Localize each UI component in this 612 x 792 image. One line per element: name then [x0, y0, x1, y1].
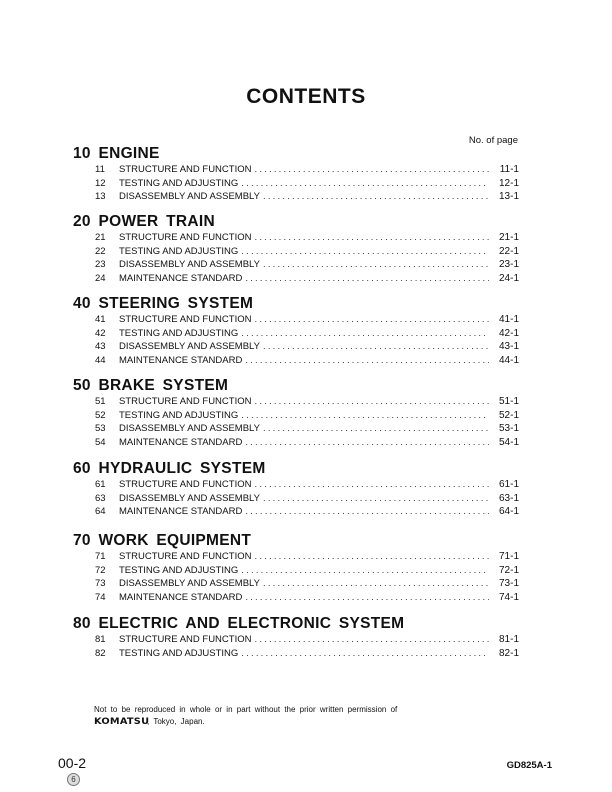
entry-label: TESTING AND ADJUSTING — [119, 177, 239, 189]
entry-number: 52 — [95, 409, 106, 421]
entry-page: 82-1 — [498, 647, 519, 659]
entry-label: DISASSEMBLY AND ASSEMBLY — [119, 423, 260, 435]
entry-number: 41 — [95, 314, 106, 325]
entry-label: STRUCTURE AND FUNCTION — [119, 479, 252, 490]
section-steering-system — [73, 294, 519, 367]
dot-leader — [263, 577, 489, 591]
dot-leader — [245, 354, 489, 368]
dot-leader — [241, 647, 489, 661]
section-work-equipment — [73, 531, 519, 604]
toc-entry[interactable] — [73, 258, 519, 272]
entry-page: 23-1 — [498, 259, 519, 271]
dot-leader — [263, 340, 489, 354]
entry-number: 64 — [95, 506, 106, 518]
entry-number: 72 — [95, 564, 106, 576]
toc-entry[interactable] — [73, 327, 519, 341]
entry-label: MAINTENANCE STANDARD — [119, 506, 243, 518]
entry-label: DISASSEMBLY AND ASSEMBLY — [119, 492, 260, 504]
notice-location: , Tokyo, Japan. — [147, 717, 205, 726]
entry-label: TESTING AND ADJUSTING — [119, 327, 239, 339]
entry-number: 44 — [95, 354, 106, 366]
dot-leader — [245, 436, 489, 450]
dot-leader — [263, 190, 489, 204]
dot-leader — [254, 478, 489, 492]
entry-number: 71 — [95, 551, 106, 562]
section-heading: 60 HYDRAULIC SYSTEM — [73, 460, 266, 477]
dot-leader — [245, 505, 489, 519]
section-brake-system — [73, 376, 519, 449]
page-title: CONTENTS — [246, 85, 366, 108]
dot-leader — [241, 177, 489, 191]
entry-label: STRUCTURE AND FUNCTION — [119, 634, 252, 645]
toc-entry[interactable] — [73, 550, 519, 564]
toc-entry[interactable] — [73, 177, 519, 191]
toc-entry[interactable] — [73, 577, 519, 591]
column-header-page-number: No. of page — [468, 135, 518, 146]
toc-entry[interactable] — [73, 354, 519, 368]
section-heading: 40 STEERING SYSTEM — [73, 295, 254, 312]
entry-page: 74-1 — [498, 591, 519, 603]
section-electric-electronic-system — [73, 614, 519, 660]
entry-page: 22-1 — [498, 245, 519, 257]
entry-number: 82 — [95, 647, 106, 659]
toc-entry[interactable] — [73, 272, 519, 286]
section-engine — [73, 144, 519, 204]
page-number: 00-2 — [58, 755, 87, 771]
section-heading: 50 BRAKE SYSTEM — [73, 377, 229, 394]
entry-page: 43-1 — [498, 341, 519, 353]
entry-number: 22 — [95, 245, 106, 257]
entry-page: 52-1 — [498, 409, 519, 421]
entry-number: 13 — [95, 191, 106, 203]
entry-label: DISASSEMBLY AND ASSEMBLY — [119, 259, 260, 271]
entry-number: 74 — [95, 591, 106, 603]
section-heading: 70 WORK EQUIPMENT — [73, 532, 252, 549]
entry-page: 41-1 — [498, 314, 519, 325]
toc-entry[interactable] — [73, 190, 519, 204]
toc-entry[interactable] — [73, 231, 519, 245]
toc-entry[interactable] — [73, 436, 519, 450]
entry-number: 42 — [95, 327, 106, 339]
entry-page: 81-1 — [498, 634, 519, 645]
entry-page: 53-1 — [498, 423, 519, 435]
entry-page: 11-1 — [499, 164, 519, 175]
dot-leader — [241, 327, 489, 341]
entry-label: DISASSEMBLY AND ASSEMBLY — [119, 341, 260, 353]
entry-number: 54 — [95, 436, 106, 448]
entry-label: TESTING AND ADJUSTING — [119, 245, 239, 257]
entry-number: 11 — [95, 164, 105, 175]
dot-leader — [254, 633, 489, 647]
entry-label: STRUCTURE AND FUNCTION — [119, 164, 252, 175]
entry-number: 23 — [95, 259, 106, 271]
entry-page: 73-1 — [498, 578, 519, 590]
entry-page: 13-1 — [498, 191, 519, 203]
entry-page: 51-1 — [498, 396, 519, 407]
entry-number: 61 — [95, 479, 106, 490]
entry-number: 24 — [95, 272, 106, 284]
entry-number: 73 — [95, 578, 106, 590]
section-heading: 80 ELECTRIC AND ELECTRONIC SYSTEM — [73, 615, 405, 632]
toc-entry[interactable] — [73, 505, 519, 519]
entry-label: TESTING AND ADJUSTING — [119, 647, 239, 659]
toc-entry[interactable] — [73, 564, 519, 578]
revision-mark-icon: 6 — [67, 773, 80, 786]
toc-entry[interactable] — [73, 422, 519, 436]
copyright-notice — [94, 704, 397, 728]
entry-label: DISASSEMBLY AND ASSEMBLY — [119, 191, 260, 203]
entry-label: DISASSEMBLY AND ASSEMBLY — [119, 578, 260, 590]
entry-page: 54-1 — [498, 436, 519, 448]
entry-label: MAINTENANCE STANDARD — [119, 272, 243, 284]
komatsu-logo: KOMATSU — [94, 717, 150, 727]
toc-entry[interactable] — [73, 409, 519, 423]
section-heading: 10 ENGINE — [73, 145, 160, 162]
entry-label: MAINTENANCE STANDARD — [119, 436, 243, 448]
toc-entry[interactable] — [73, 647, 519, 661]
toc-entry[interactable] — [73, 245, 519, 259]
entry-label: MAINTENANCE STANDARD — [119, 591, 243, 603]
notice-line-1: Not to be reproduced in whole or in part without the prior written permission of — [94, 705, 398, 714]
entry-label: TESTING AND ADJUSTING — [119, 409, 239, 421]
entry-number: 43 — [95, 341, 106, 353]
dot-leader — [263, 422, 489, 436]
entry-number: 81 — [95, 634, 106, 645]
entry-page: 24-1 — [498, 272, 519, 284]
toc-entry[interactable] — [73, 492, 519, 506]
dot-leader — [241, 409, 489, 423]
dot-leader — [254, 163, 489, 177]
section-power-train — [73, 212, 519, 285]
entry-label: STRUCTURE AND FUNCTION — [119, 232, 252, 243]
notice-line-2 — [94, 716, 397, 728]
entry-number: 51 — [95, 396, 106, 407]
section-heading: 20 POWER TRAIN — [73, 213, 215, 230]
dot-leader — [263, 492, 489, 506]
toc-entry[interactable] — [73, 395, 519, 409]
entry-label: STRUCTURE AND FUNCTION — [119, 396, 252, 407]
toc-entry[interactable] — [73, 591, 519, 605]
entry-page: 63-1 — [498, 492, 519, 504]
toc-entry[interactable] — [73, 478, 519, 492]
toc-entry[interactable] — [73, 313, 519, 327]
entry-label: STRUCTURE AND FUNCTION — [119, 314, 252, 325]
dot-leader — [241, 564, 489, 578]
toc-entry[interactable] — [73, 163, 519, 177]
entry-label: MAINTENANCE STANDARD — [119, 354, 243, 366]
entry-page: 61-1 — [498, 479, 519, 490]
entry-page: 64-1 — [498, 506, 519, 518]
dot-leader — [245, 272, 489, 286]
entry-number: 12 — [95, 177, 106, 189]
dot-leader — [241, 245, 489, 259]
dot-leader — [254, 231, 489, 245]
document-id: GD825A-1 — [506, 760, 552, 771]
entry-number: 63 — [95, 492, 106, 504]
dot-leader — [254, 313, 489, 327]
entry-number: 53 — [95, 423, 106, 435]
entry-page: 12-1 — [498, 177, 519, 189]
dot-leader — [254, 395, 489, 409]
entry-page: 72-1 — [498, 564, 519, 576]
dot-leader — [254, 550, 489, 564]
entry-label: STRUCTURE AND FUNCTION — [119, 551, 252, 562]
toc-entry[interactable] — [73, 340, 519, 354]
section-hydraulic-system — [73, 459, 519, 519]
entry-label: TESTING AND ADJUSTING — [119, 564, 239, 576]
entry-page: 44-1 — [498, 354, 519, 366]
entry-page: 71-1 — [498, 551, 519, 562]
dot-leader — [263, 258, 489, 272]
entry-number: 21 — [95, 232, 106, 243]
entry-page: 42-1 — [498, 327, 519, 339]
entry-page: 21-1 — [498, 232, 519, 243]
dot-leader — [245, 591, 489, 605]
toc-entry[interactable] — [73, 633, 519, 647]
